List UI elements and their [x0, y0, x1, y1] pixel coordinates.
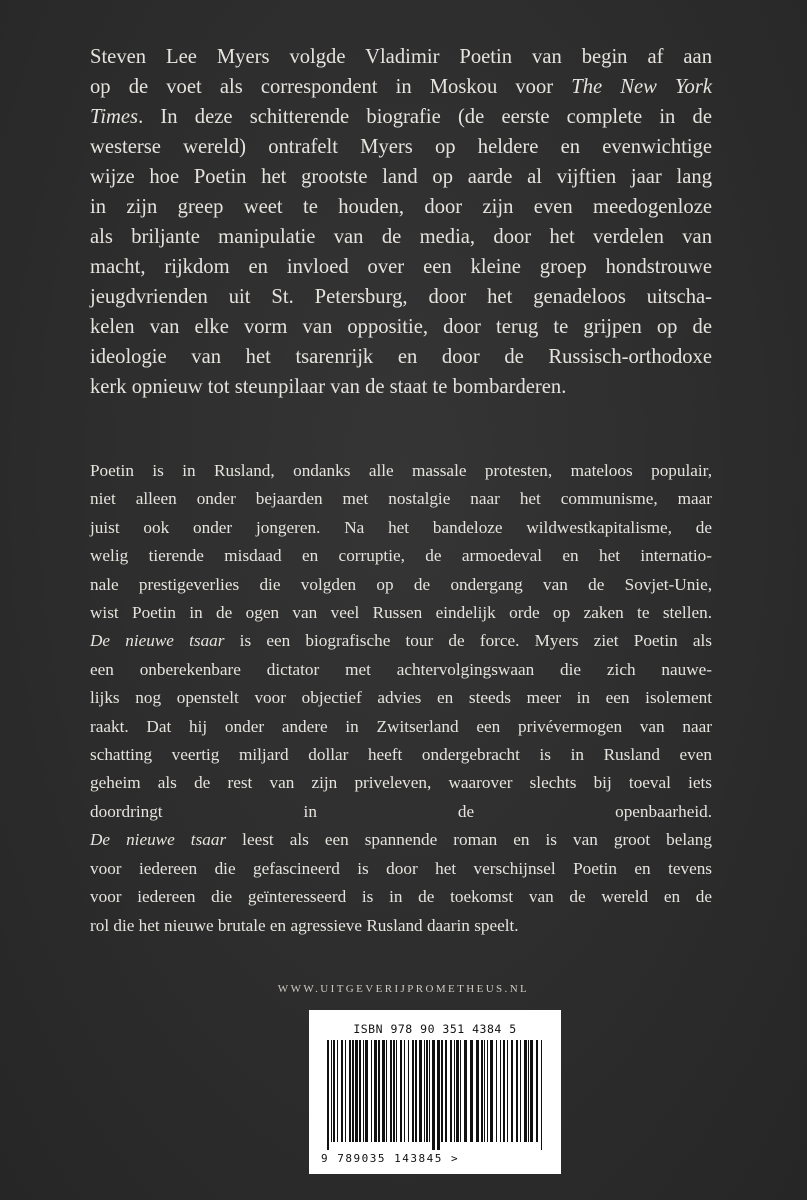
- italic-title: De nieuwe tsaar: [90, 830, 227, 850]
- barcode-bar: [441, 1040, 443, 1142]
- barcode-bar: [337, 1040, 338, 1142]
- barcode-bar: [450, 1040, 452, 1142]
- text-run: ideologie van het tsarenrijk en door de Russisch-orthodoxe: [90, 346, 712, 368]
- text-line: [90, 627, 712, 655]
- text-run: nale prestigeverlies die volgden op de ondergang van de Sovjet-Unie,: [90, 574, 712, 594]
- barcode-bar: [424, 1040, 425, 1142]
- italic-title: The New York: [571, 76, 712, 98]
- text-line: [90, 599, 712, 627]
- barcode-bar: [476, 1040, 479, 1142]
- publisher-website: WWW.UITGEVERIJPROMETHEUS.NL: [277, 983, 530, 995]
- text-line: [90, 192, 712, 222]
- barcode-bar: [484, 1040, 485, 1142]
- barcode-bar: [487, 1040, 488, 1142]
- text-run: geheim als de rest van zijn priveleven, waarover slechts bij toeval iets: [90, 773, 712, 793]
- text-line: [90, 912, 712, 940]
- barcode-bar: [400, 1040, 402, 1142]
- text-run: wist Poetin in de ogen van veel Russen eindelijk orde op zaken te stellen.: [90, 603, 712, 623]
- barcode-bar: [333, 1040, 335, 1142]
- barcode-bar: [363, 1040, 364, 1142]
- barcode-bar: [516, 1040, 518, 1142]
- barcode-bar: [524, 1040, 527, 1142]
- isbn-barcode-box: [309, 1010, 561, 1174]
- text-run: in zijn greep weet te houden, door zijn even meedogenloze: [90, 196, 712, 218]
- barcode-graphic: [323, 1040, 547, 1150]
- barcode-bar: [386, 1040, 387, 1142]
- barcode-bar: [349, 1040, 351, 1142]
- text-line: [90, 769, 712, 797]
- barcode-bar: [412, 1040, 414, 1142]
- text-line: [90, 684, 712, 712]
- text-run: wijze hoe Poetin het grootste land op aarde al vijftien jaar lang: [90, 166, 712, 188]
- barcode-bar: [415, 1040, 417, 1142]
- text-line: [90, 571, 712, 599]
- barcode-bar: [408, 1040, 409, 1142]
- barcode-bar: [507, 1040, 508, 1142]
- text-line: [90, 826, 712, 854]
- barcode-bar: [437, 1040, 440, 1150]
- barcode-bar: [359, 1040, 361, 1142]
- barcode-bar: [530, 1040, 533, 1142]
- barcode-bar: [464, 1040, 467, 1142]
- barcode-bar: [432, 1040, 435, 1150]
- barcode-bar: [382, 1040, 385, 1142]
- text-run: kerk opnieuw tot steunpilaar van de staat te bombarderen.: [90, 376, 567, 398]
- text-line: [90, 162, 712, 192]
- text-run: lijks nog openstelt voor objectief advies en steeds meer in een isolement: [90, 688, 712, 708]
- text-line: [90, 741, 712, 769]
- barcode-bar: [378, 1040, 380, 1142]
- barcode-bar: [460, 1040, 461, 1142]
- text-line: [90, 72, 712, 102]
- barcode-bar: [456, 1040, 459, 1142]
- text-run: kelen van elke vorm van oppositie, door terug te grijpen op de: [90, 316, 712, 338]
- barcode-bar: [511, 1040, 513, 1142]
- intro-paragraph: [90, 42, 712, 402]
- text-line: [90, 798, 712, 826]
- description-paragraph: [90, 457, 712, 940]
- barcode-bar: [536, 1040, 538, 1142]
- text-run: raakt. Dat hij onder andere in Zwitserland een privévermogen van naar: [90, 716, 712, 736]
- text-run: jeugdvrienden uit St. Petersburg, door het genadeloos uitscha-: [90, 286, 712, 308]
- barcode-bar: [390, 1040, 392, 1142]
- text-run: . In deze schitterende biografie (de eerste complete in de: [138, 106, 712, 128]
- text-run: een onberekenbare dictator met achtervolgingswaan die zich nauwe-: [90, 659, 712, 679]
- text-line: [90, 102, 712, 132]
- text-line: [90, 222, 712, 252]
- isbn-label: ISBN 978 90 351 4384 5: [353, 1022, 517, 1036]
- text-run: op de voet als correspondent in Moskou voor: [90, 76, 572, 98]
- text-run: doordringt in de openbaarheid.: [90, 801, 712, 821]
- barcode-bar: [528, 1040, 529, 1142]
- text-line: [90, 514, 712, 542]
- text-run: Steven Lee Myers volgde Vladimir Poetin van begin af aan: [90, 46, 712, 68]
- barcode-bar: [355, 1040, 358, 1142]
- barcode-bar: [490, 1040, 493, 1142]
- barcode-digits: 9 789035 143845 >: [321, 1152, 460, 1165]
- barcode-bar: [352, 1040, 354, 1142]
- barcode-bar: [470, 1040, 473, 1142]
- text-run: als briljante manipulatie van de media, door het verdelen van: [90, 226, 712, 248]
- barcode-bar: [445, 1040, 447, 1142]
- barcode-bar: [345, 1040, 346, 1142]
- barcode-bar: [541, 1040, 542, 1150]
- barcode-bar: [481, 1040, 483, 1142]
- text-line: [90, 42, 712, 72]
- text-line: [90, 372, 712, 402]
- text-run: macht, rijkdom en invloed over een kleine groep hondstrouwe: [90, 256, 712, 278]
- italic-title: De nieuwe tsaar: [90, 631, 225, 651]
- text-run: welig tierende misdaad en corruptie, de armoedeval en het internatio-: [90, 546, 712, 566]
- text-line: [90, 713, 712, 741]
- text-run: Poetin is in Rusland, ondanks alle massale protesten, mateloos populair,: [90, 461, 712, 480]
- text-line: [90, 855, 712, 883]
- text-line: [90, 542, 712, 570]
- barcode-bar: [419, 1040, 422, 1142]
- text-run: voor iedereen die geïnteresseerd is in de toekomst van de wereld en de: [90, 887, 712, 907]
- text-line: [90, 132, 712, 162]
- text-run: voor iedereen die gefascineerd is door het verschijnsel Poetin en tevens: [90, 858, 712, 878]
- barcode-bar: [503, 1040, 505, 1142]
- barcode-bar: [454, 1040, 455, 1142]
- barcode-bar: [374, 1040, 377, 1142]
- text-line: [90, 282, 712, 312]
- barcode-bar: [341, 1040, 343, 1142]
- barcode-bar: [429, 1040, 430, 1142]
- text-line: [90, 312, 712, 342]
- italic-title: Times: [90, 106, 139, 128]
- text-run: leest als een spannende roman en is van groot belang: [226, 830, 712, 850]
- barcode-bar: [426, 1040, 428, 1142]
- text-run: westerse wereld) ontrafelt Myers op heldere en evenwichtige: [90, 136, 712, 158]
- barcode-bar: [331, 1040, 332, 1142]
- text-run: is een biografische tour de force. Myers ziet Poetin als: [224, 631, 712, 651]
- barcode-bar: [500, 1040, 501, 1142]
- text-line: [90, 252, 712, 282]
- text-line: [90, 883, 712, 911]
- text-run: schatting veertig miljard dollar heeft ondergebracht is in Rusland even: [90, 745, 712, 765]
- barcode-bar: [365, 1040, 368, 1142]
- barcode-bar: [371, 1040, 372, 1142]
- text-run: juist ook onder jongeren. Na het bandeloze wildwestkapitalisme, de: [90, 517, 712, 537]
- text-line: [90, 656, 712, 684]
- barcode-bar: [327, 1040, 329, 1150]
- barcode-bar: [520, 1040, 521, 1142]
- text-line: [90, 342, 712, 372]
- barcode-bar: [393, 1040, 395, 1142]
- barcode-bar: [404, 1040, 405, 1142]
- text-line: [90, 457, 712, 485]
- barcode-bar: [396, 1040, 397, 1142]
- text-line: [90, 485, 712, 513]
- text-run: niet alleen onder bejaarden met nostalgie naar het communisme, maar: [90, 489, 712, 509]
- barcode-bar: [496, 1040, 497, 1142]
- text-run: rol die het nieuwe brutale en agressieve Rusland daarin speelt.: [90, 915, 519, 935]
